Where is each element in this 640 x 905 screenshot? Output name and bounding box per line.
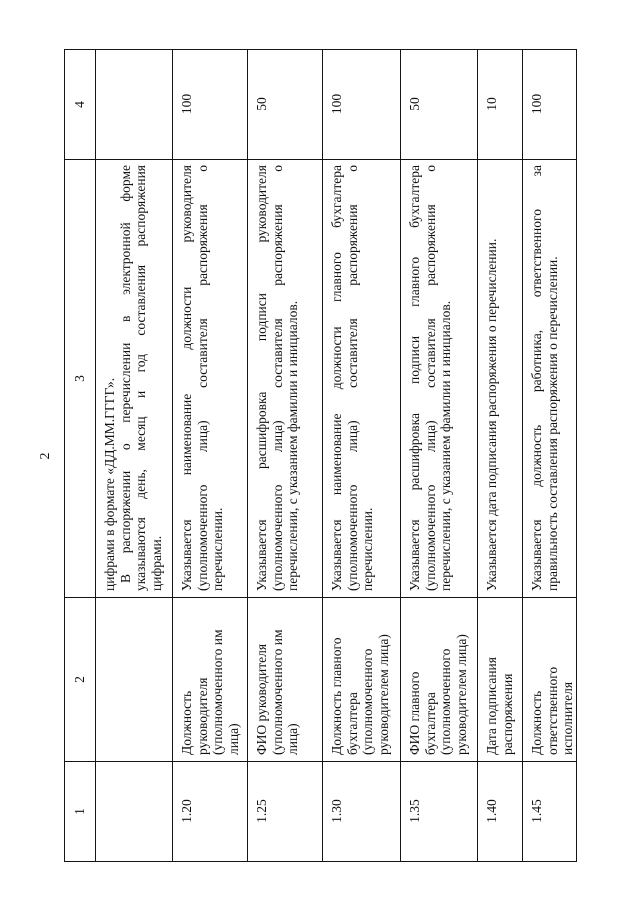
table-row-1-45 [523, 50, 577, 862]
field-description [401, 160, 478, 598]
description-line: В распоряжении о перечислении в электронной форме [117, 165, 133, 583]
description-line: указываются день, месяц и год составления распоряжения [133, 165, 148, 591]
field-name-line: бухгалтера [344, 692, 360, 755]
row-number: 1.40 [478, 762, 523, 862]
table-row-1-35 [401, 50, 478, 862]
table-row-1-20 [173, 50, 248, 862]
field-name [478, 598, 523, 762]
field-length: 100 [523, 50, 577, 160]
field-name-line: распоряжения [499, 673, 515, 755]
field-name [323, 598, 401, 762]
field-name-line: Должность главного [329, 637, 344, 755]
field-description [248, 160, 323, 598]
field-name-line: руководителем лица) [375, 634, 391, 755]
description-line: Указывается наименование должности главного бухгалтера [329, 165, 344, 591]
field-length: 50 [248, 50, 323, 160]
description-line: правильность составления распоряжения о перечислении. [544, 256, 560, 591]
page-number: 2 [38, 452, 53, 460]
field-name-line: (уполномоченного им [269, 629, 285, 755]
field-name-line: (уполномоченного им [210, 629, 225, 755]
table-row-1-30 [323, 50, 401, 862]
field-length [96, 50, 173, 160]
description-line: цифрами. [148, 535, 164, 591]
requisites-table [64, 49, 577, 862]
field-length: 50 [401, 50, 478, 160]
field-name-line: руководителя [194, 677, 210, 755]
description-line: Указывается расшифровка подписи главного бухгалтера [407, 165, 422, 591]
table-header-row [65, 50, 96, 862]
rotated-table-wrapper [64, 50, 574, 862]
row-number: 1.25 [248, 762, 323, 862]
table-row-1-25 [248, 50, 323, 862]
description-line: (уполномоченного лица) составителя распоряжения о [344, 165, 360, 591]
description-line: цифрами в формате «ДД.ММ.ГГГГ». [102, 377, 117, 591]
table-row-continuation [96, 50, 173, 862]
header-column-2: 2 [65, 598, 96, 762]
field-description [523, 160, 577, 598]
field-name-line: бухгалтера [422, 692, 438, 755]
field-description [478, 160, 523, 598]
row-number: 1.20 [173, 762, 248, 862]
field-name-line: ФИО главного [407, 671, 422, 755]
header-column-1: 1 [65, 762, 96, 862]
field-name-line: (уполномоченного [360, 648, 375, 755]
description-line: Указывается наименование должности руководителя [179, 165, 194, 591]
description-line: (уполномоченного лица) составителя распоряжения о [422, 165, 438, 591]
field-name [173, 598, 248, 762]
field-description [96, 160, 173, 598]
description-line: Указывается дата подписания распоряжения о перечислении. [484, 238, 499, 591]
description-line: перечислении, с указанием фамилии и инициалов. [438, 300, 453, 591]
field-name-line: лица) [285, 723, 300, 755]
description-line: перечислении, с указанием фамилии и инициалов. [285, 300, 300, 591]
field-name [248, 598, 323, 762]
description-line: Указывается должность работника, ответственного за [529, 165, 544, 591]
field-name-line: (уполномоченного [438, 648, 453, 755]
field-length: 100 [323, 50, 401, 160]
header-column-3: 3 [65, 160, 96, 598]
field-length: 100 [173, 50, 248, 160]
field-name-line: Должность [529, 690, 544, 755]
row-number: 1.35 [401, 762, 478, 862]
field-name-line: руководителем лица) [453, 634, 469, 755]
row-number [96, 762, 173, 862]
description-line: перечислении. [360, 507, 375, 591]
table-row-1-40 [478, 50, 523, 862]
field-description [323, 160, 401, 598]
field-name-line: лица) [225, 723, 241, 755]
field-name [401, 598, 478, 762]
field-name [96, 598, 173, 762]
field-name-line: Дата подписания [484, 657, 499, 755]
header-column-4: 4 [65, 50, 96, 160]
description-line: Указывается расшифровка подписи руководителя [254, 165, 269, 591]
description-line: перечислении. [210, 507, 225, 591]
row-number: 1.45 [523, 762, 577, 862]
field-name [523, 598, 577, 762]
field-description [173, 160, 248, 598]
field-name-line: Должность [179, 690, 194, 755]
description-line: (уполномоченного лица) составителя распоряжения о [194, 165, 210, 591]
field-name-line: исполнителя [560, 681, 575, 755]
row-number: 1.30 [323, 762, 401, 862]
field-length: 10 [478, 50, 523, 160]
description-line: (уполномоченного лица) составителя распоряжения о [269, 165, 285, 591]
field-name-line: ответственного [544, 666, 560, 755]
field-name-line: ФИО руководителя [254, 643, 269, 755]
